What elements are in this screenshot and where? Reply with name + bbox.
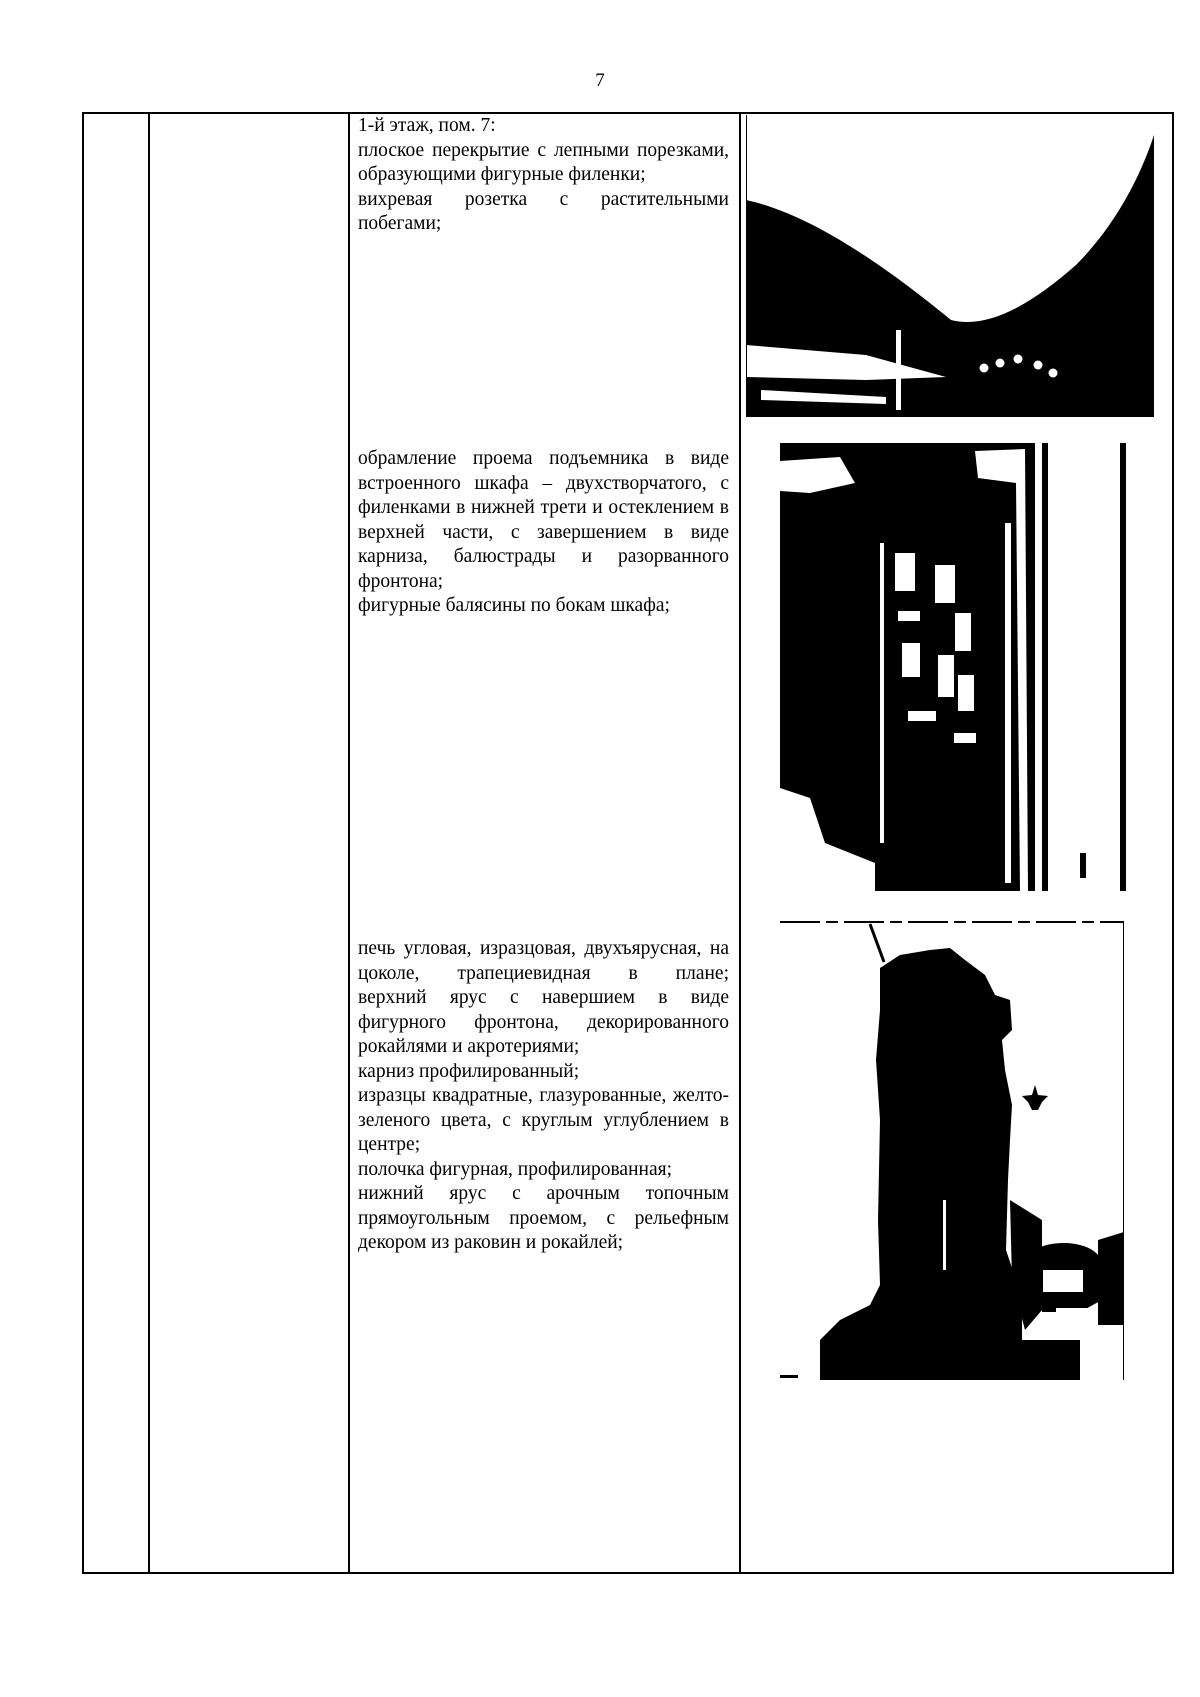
upper-tier-description: верхний ярус с навершием в виде фигурного фронтона, декорированного рокайлями и акротериями; bbox=[358, 987, 729, 1057]
ceiling-chandelier-photo bbox=[746, 115, 1154, 417]
floor-room-heading: 1-й этаж, пом. 7: bbox=[358, 115, 496, 136]
stove-type-description: печь угловая, изразцовая, двухъярусная, на цоколе, трапециевидная в плане; bbox=[358, 938, 729, 984]
lower-tier-description: нижний ярус с арочным топочным прямоугольным проемом, с рельефным декором из раковин и рокайлей; bbox=[358, 1183, 729, 1253]
balusters-description: фигурные балясины по бокам шкафа; bbox=[358, 595, 670, 616]
description-block-stove bbox=[358, 937, 729, 1256]
column-divider bbox=[739, 114, 741, 1572]
built-in-cabinet-photo bbox=[780, 443, 1126, 891]
tiled-stove-photo bbox=[780, 920, 1124, 1380]
shelf-description: полочка фигурная, профилированная; bbox=[358, 1158, 672, 1180]
page-number: 7 bbox=[595, 70, 605, 91]
ceiling-description: плоское перекрытие с лепными порезками, образующими фигурные филенки; bbox=[358, 139, 729, 185]
column-divider bbox=[148, 114, 150, 1572]
column-divider bbox=[348, 114, 350, 1572]
cornice-description: карниз профилированный; bbox=[358, 1060, 580, 1082]
cabinet-framing-description: обрамление проема подъемника в виде встроенного шкафа – двухстворчатого, с филенками в нижней трети и остеклением в верхней части, с завершением в виде карниза, балюстрады и разорванного фронтона; bbox=[358, 448, 729, 592]
description-block-ceiling bbox=[358, 114, 729, 237]
tiles-description: изразцы квадратные, глазурованные, желто-зеленого цвета, с круглым углублением в центре; bbox=[358, 1085, 729, 1155]
rosette-description: вихревая розетка с растительными побегами; bbox=[358, 188, 729, 234]
description-block-cabinet bbox=[358, 447, 729, 619]
